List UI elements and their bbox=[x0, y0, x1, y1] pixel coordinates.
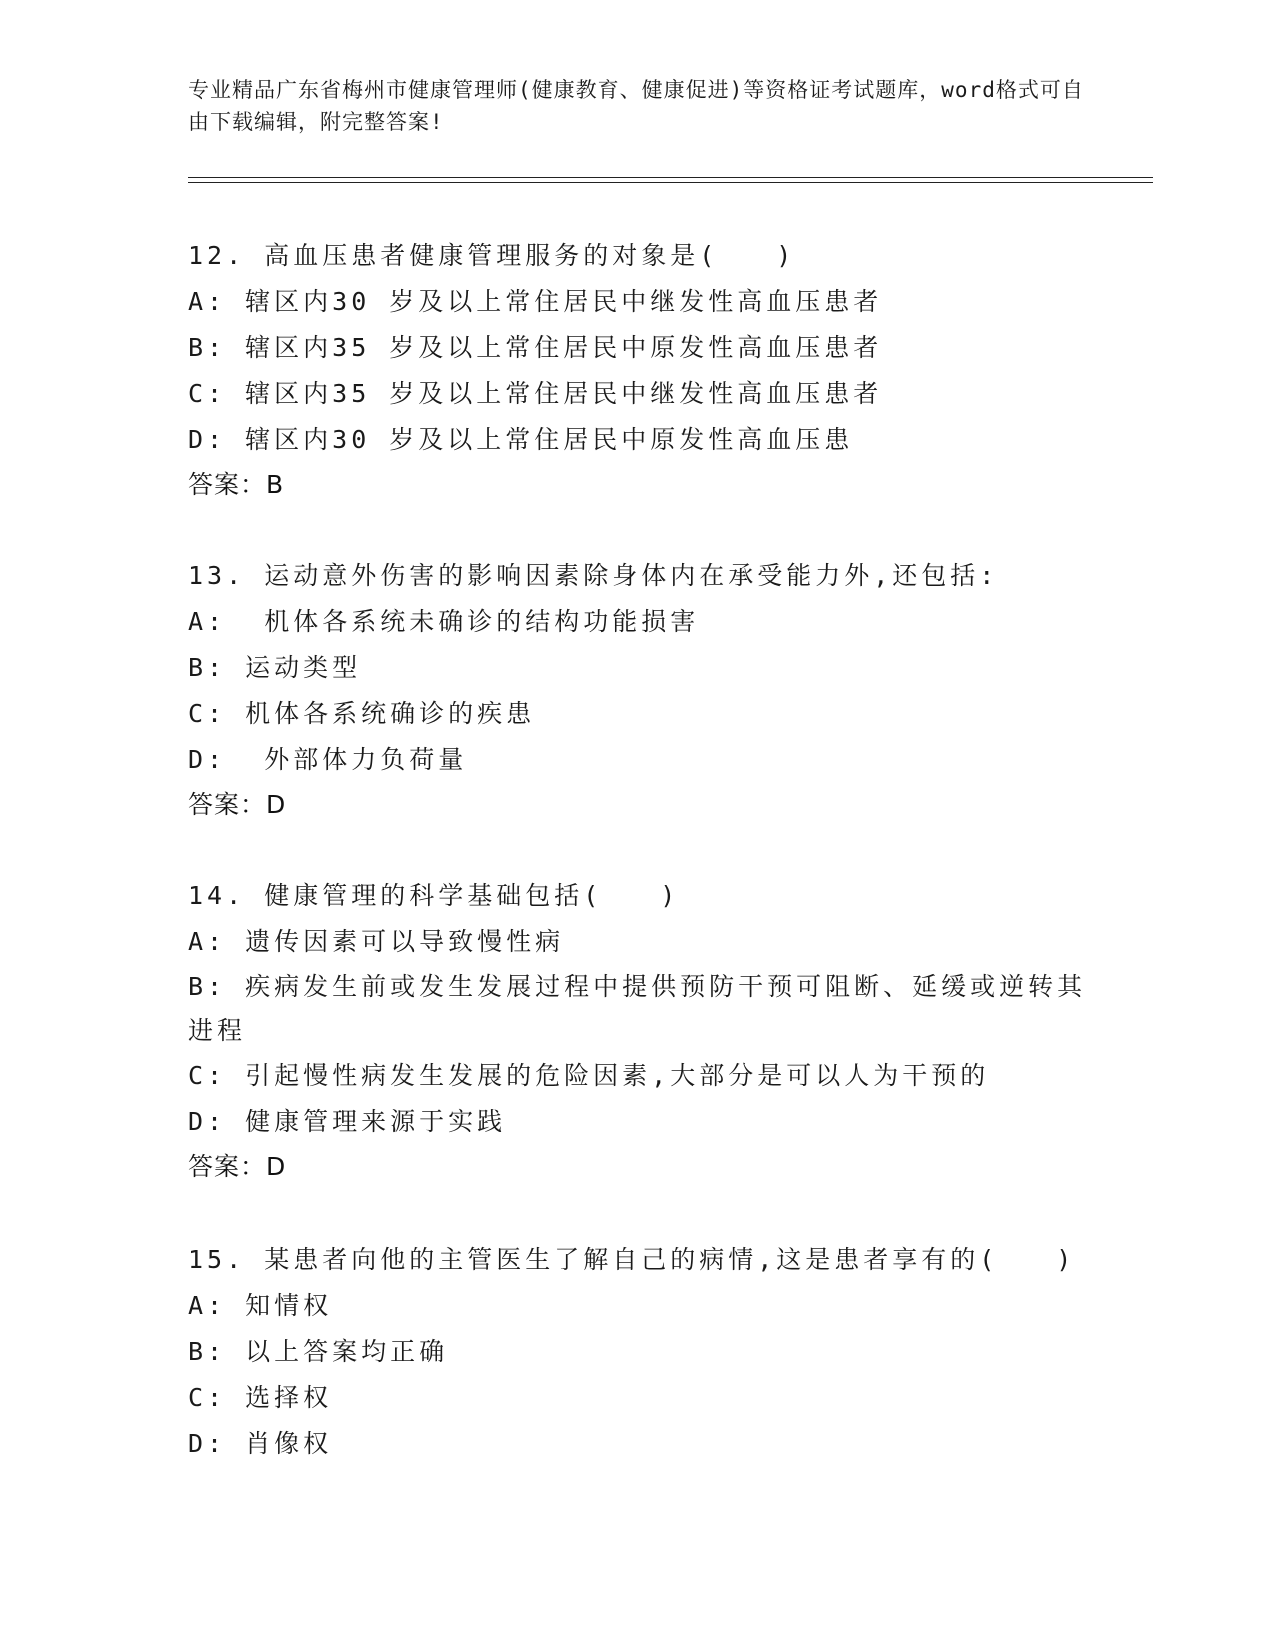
answer-label: 答案：B bbox=[188, 470, 285, 499]
header-divider-top bbox=[188, 177, 1153, 178]
question-12 bbox=[188, 233, 1088, 507]
question-stem: 15. 某患者向他的主管医生了解自己的病情,这是患者享有的( ) bbox=[188, 1245, 1076, 1274]
question-14 bbox=[188, 873, 1088, 1189]
answer-label: 答案：D bbox=[188, 790, 287, 819]
option-a: A: 机体各系统未确诊的结构功能损害 bbox=[188, 607, 700, 636]
option-b: B: 以上答案均正确 bbox=[188, 1337, 449, 1366]
option-b: B: 疾病发生前或发生发展过程中提供预防干预可阻断、延缓或逆转其进程 bbox=[188, 972, 1087, 1045]
option-c: C: 辖区内35 岁及以上常住居民中继发性高血压患者 bbox=[188, 379, 883, 408]
option-a: A: 辖区内30 岁及以上常住居民中继发性高血压患者 bbox=[188, 287, 883, 316]
option-d: D: 健康管理来源于实践 bbox=[188, 1107, 507, 1136]
option-c: C: 选择权 bbox=[188, 1383, 333, 1412]
option-a: A: 遗传因素可以导致慢性病 bbox=[188, 927, 565, 956]
option-c: C: 引起慢性病发生发展的危险因素,大部分是可以人为干预的 bbox=[188, 1061, 990, 1090]
option-a: A: 知情权 bbox=[188, 1291, 333, 1320]
header-divider-bottom bbox=[188, 182, 1153, 183]
question-stem: 14. 健康管理的科学基础包括( ) bbox=[188, 881, 680, 910]
question-13 bbox=[188, 553, 1088, 827]
option-d: D: 辖区内30 岁及以上常住居民中原发性高血压患 bbox=[188, 425, 854, 454]
answer-label: 答案：D bbox=[188, 1152, 287, 1181]
option-d: D: 外部体力负荷量 bbox=[188, 745, 468, 774]
question-stem: 12. 高血压患者健康管理服务的对象是( ) bbox=[188, 241, 796, 270]
option-d: D: 肖像权 bbox=[188, 1429, 333, 1458]
option-b: B: 辖区内35 岁及以上常住居民中原发性高血压患者 bbox=[188, 333, 883, 362]
option-c: C: 机体各系统确诊的疾患 bbox=[188, 699, 536, 728]
question-stem: 13. 运动意外伤害的影响因素除身体内在承受能力外,还包括: bbox=[188, 561, 999, 590]
document-header: 专业精品广东省梅州市健康管理师(健康教育、健康促进)等资格证考试题库，word格式可自由下载编辑，附完整答案! bbox=[188, 78, 1084, 134]
question-15 bbox=[188, 1237, 1088, 1467]
option-b: B: 运动类型 bbox=[188, 653, 362, 682]
